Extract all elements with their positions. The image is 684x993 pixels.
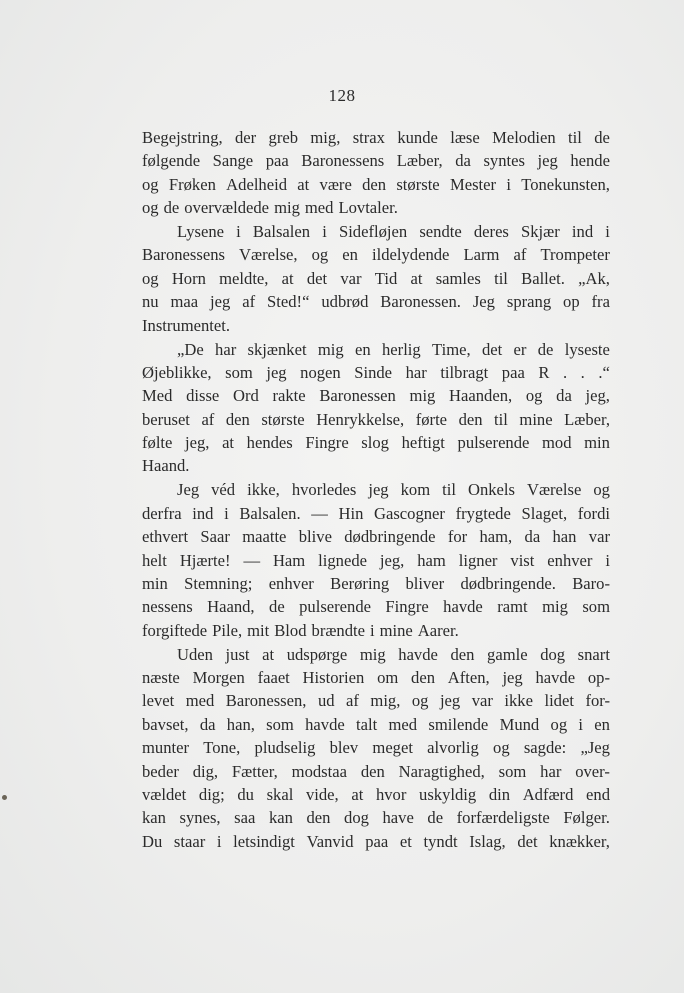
text-line: næste Morgen faaet Historien om den Aften, jeg havde op- <box>142 667 610 687</box>
text-line: Begejstring, der greb mig, strax kunde læse Melodien til de <box>142 128 610 147</box>
text-line: følte jeg, at hendes Fingre slog heftigt pulserende mod min <box>142 433 610 453</box>
text-line: bavset, da han, som havde talt med smilende Mund og i en <box>142 714 610 734</box>
text-line: derfra ind i Balsalen. — Hin Gascogner frygtede Slaget, fordi <box>142 503 610 523</box>
text-line: Øjeblikke, som jeg nogen Sinde har tilbragt paa R . . .“ <box>142 362 610 382</box>
paragraph <box>142 478 610 642</box>
margin-speck <box>2 795 7 800</box>
text-line: Med disse Ord rakte Baronessen mig Haanden, og da jeg, <box>142 386 610 406</box>
text-line: beruset af den største Henrykkelse, førte den til mine Læber, <box>142 409 610 429</box>
text-line: vældet dig; du skal vide, at hvor uskyldig din Adfærd end <box>142 784 610 804</box>
text-line: forgiftede Pile, mit Blod brændte i mine Aarer. <box>142 620 459 640</box>
page-number: 128 <box>328 86 356 105</box>
paragraph <box>142 220 610 337</box>
text-line: helt Hjærte! — Ham lignede jeg, ham ligner vist enhver i <box>142 550 610 570</box>
text-line: følgende Sange paa Baronessens Læber, da syntes jeg hende <box>142 151 610 171</box>
text-line: nu maa jeg af Sted!“ udbrød Baronessen. Jeg sprang op fra <box>142 292 610 312</box>
text-line: Instrumentet. <box>142 315 231 335</box>
text-line: nessens Haand, de pulserende Fingre havde ramt mig som <box>142 597 610 617</box>
paragraph <box>142 338 610 478</box>
text-line: min Stemning; enhver Berøring bliver dødbringende. Baro- <box>142 573 610 593</box>
text-line: og Frøken Adelheid at være den største Mester i Tonekunsten, <box>142 174 610 194</box>
text-line: og Horn meldte, at det var Tid at samles til Ballet. „Ak, <box>142 268 610 288</box>
text-line: ethvert Saar maatte blive dødbringende for ham, da han var <box>142 527 610 547</box>
paragraph <box>142 126 610 220</box>
text-line: levet med Baronessen, ud af mig, og jeg var ikke lidet for- <box>142 691 610 711</box>
text-line: og de overvældede mig med Lovtaler. <box>142 198 398 218</box>
text-line: Baronessens Værelse, og en ildelydende Larm af Trompeter <box>142 245 610 265</box>
text-line: „De har skjænket mig en herlig Time, det er de lyseste <box>177 339 610 359</box>
text-line: Uden just at udspørge mig havde den gamle dog snart <box>177 644 610 664</box>
text-line: kan synes, saa kan den dog have de forfærdeligste Følger. <box>142 808 610 828</box>
body-text <box>142 126 610 854</box>
text-line: munter Tone, pludselig blev meget alvorlig og sagde: „Jeg <box>142 738 610 758</box>
text-line: Jeg véd ikke, hvorledes jeg kom til Onkels Værelse og <box>177 480 610 500</box>
text-line: Lysene i Balsalen i Sidefløjen sendte deres Skjær ind i <box>177 222 610 242</box>
paragraph <box>142 643 610 854</box>
text-line: Haand. <box>142 456 190 476</box>
text-line: beder dig, Fætter, modstaa den Naragtighed, som har over- <box>142 761 610 781</box>
text-line: Du staar i letsindigt Vanvid paa et tyndt Islag, det knækker, <box>142 831 610 851</box>
